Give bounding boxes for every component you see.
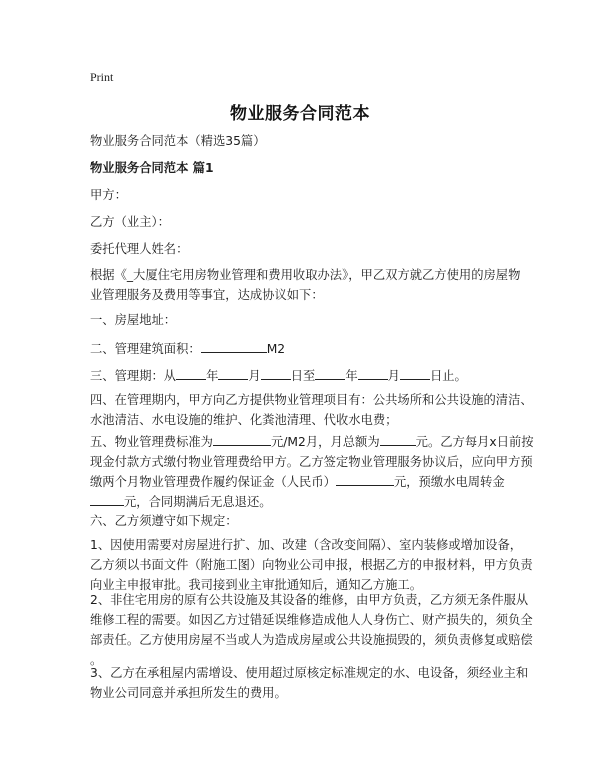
agent-name-label: 委托代理人姓名： [90, 242, 189, 256]
clause-3-day1: 日至 [290, 369, 316, 383]
deposit-blank[interactable] [336, 473, 394, 486]
rule-2-line-1: 2、非住宅用房的原有公共设施及其设备的维修，由甲方负责，乙方须无条件服从 [90, 593, 529, 607]
page-title: 物业服务合同范本 [230, 104, 370, 124]
start-year-blank[interactable] [176, 367, 206, 380]
clause-3-day2: 日止。 [429, 369, 467, 383]
clause-5-mid: 元/M2月，月总额为 [270, 435, 380, 449]
rule-2-line-4: 。 [90, 653, 103, 667]
clause-6-heading: 六、乙方须遵守如下规定： [90, 514, 238, 528]
intro-line-1: 根据《_大厦住宅用房物业管理和费用收取办法》，甲乙双方就乙方使用的房屋物 [90, 268, 521, 282]
rule-3-line-2: 物业公司同意并承担所发生的费用。 [90, 686, 287, 700]
start-day-blank[interactable] [261, 367, 291, 380]
section-heading: 物业服务合同范本 篇1 [90, 161, 214, 175]
end-month-blank[interactable] [358, 367, 388, 380]
clause-2-area [90, 340, 285, 356]
clause-5-line-3 [90, 472, 530, 492]
area-blank[interactable] [201, 340, 267, 353]
clause-4-line-2: 水池清洁、水电设施的维护、化粪池清理、代收水电费； [90, 413, 398, 427]
clause-5-line-3-prefix: 缴两个月物业管理费作履约保证金（人民币） [90, 475, 336, 489]
clause-2-suffix: M2 [266, 342, 286, 356]
utility-deposit-blank[interactable] [90, 493, 124, 506]
clause-4-line-1: 四、在管理期内，甲方向乙方提供物业管理项目有：公共场所和公共设施的清洁、 [90, 393, 533, 407]
clause-3-month2: 月 [387, 369, 400, 383]
start-month-blank[interactable] [218, 367, 248, 380]
rule-3-line-1: 3、乙方在承租屋内需增设、使用超过原核定标准规定的水、电设备，须经业主和 [90, 666, 529, 680]
rule-1-line-1: 1、因使用需要对房屋进行扩、加、改建（含改变间隔）、室内装修或增加设备， [90, 538, 523, 552]
rule-1-paragraph [90, 535, 533, 595]
clause-5-suffix: 元。乙方每月x日前按 [415, 435, 534, 449]
clause-3-month1: 月 [248, 369, 261, 383]
clause-3-prefix: 三、管理期：从 [90, 369, 177, 383]
rule-1-line-3: 向业主申报审批。我司接到业主审批通知后，通知乙方施工。 [90, 578, 423, 592]
clause-3-year2: 年 [345, 369, 358, 383]
clause-5-line-2: 现金付款方式缴付物业管理费给甲方。乙方签定物业管理服务协议后，应向甲方预 [90, 455, 533, 469]
clause-5-paragraph [90, 432, 534, 512]
end-day-blank[interactable] [400, 367, 430, 380]
rule-2-paragraph [90, 590, 533, 670]
rule-2-line-2: 维修工程的需要。如因乙方过错延误维修造成他人人身伤亡、财产损失的，须负全 [90, 613, 533, 627]
rule-3-paragraph [90, 663, 530, 703]
print-label: Print [90, 70, 114, 84]
clause-3-year1: 年 [206, 369, 219, 383]
clause-5-prefix: 五、物业管理费标准为 [90, 435, 213, 449]
clause-5-line-1 [90, 432, 534, 452]
rule-2-line-3: 部责任。乙方使用房屋不当或人为造成房屋或公共设施损毁的，须负责修复或赔偿 [90, 633, 533, 647]
fee-rate-blank[interactable] [213, 433, 271, 446]
party-b-label: 乙方（业主）： [90, 215, 170, 229]
clause-1-address: 一、房屋地址： [90, 313, 177, 327]
clause-5-line-4-suffix: 元，合同期满后无息退还。 [124, 495, 272, 509]
document-subtitle: 物业服务合同范本（精选35篇） [90, 134, 266, 148]
intro-paragraph [90, 265, 530, 305]
party-a-label: 甲方： [90, 188, 127, 202]
clause-3-period [90, 367, 467, 383]
clause-2-prefix: 二、管理建筑面积： [90, 342, 201, 356]
monthly-total-blank[interactable] [380, 433, 416, 446]
clause-5-line-4 [90, 492, 530, 512]
rule-1-line-2: 乙方须以书面文件（附施工图）向物业公司申报，根据乙方的申报材料，甲方负责 [90, 558, 533, 572]
clause-5-line-3-suffix: 元，预缴水电周转金 [393, 475, 505, 489]
intro-line-2: 业管理服务及费用等事宜，达成协议如下： [90, 288, 324, 302]
clause-4-paragraph [90, 390, 533, 430]
end-year-blank[interactable] [315, 367, 345, 380]
